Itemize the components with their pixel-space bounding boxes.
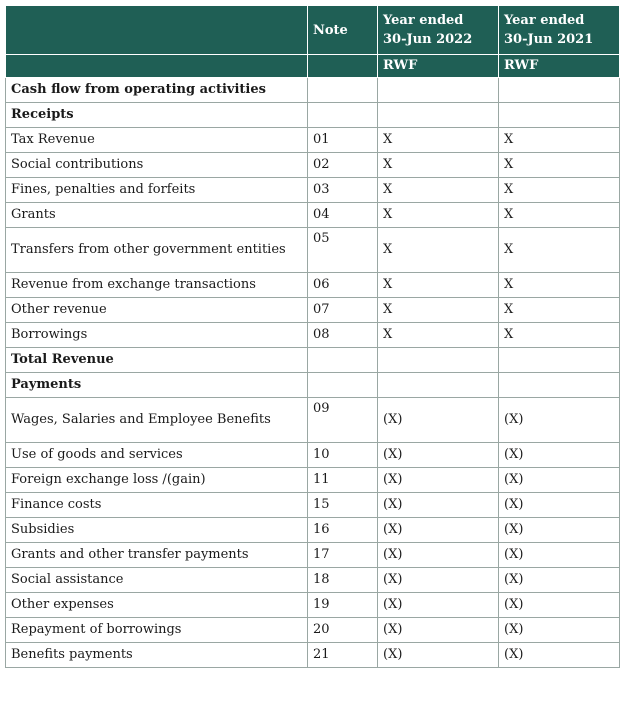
- row-value-2022: X: [378, 323, 499, 348]
- table-row: [6, 153, 620, 178]
- row-value-2022: X: [378, 273, 499, 298]
- row-value-2021: X: [499, 273, 620, 298]
- row-value-2022: (X): [378, 543, 499, 568]
- row-note: 04: [308, 203, 378, 228]
- row-note: 21: [308, 643, 378, 668]
- row-label: Other revenue: [6, 298, 308, 323]
- row-label: Borrowings: [6, 323, 308, 348]
- row-value-2021: (X): [499, 468, 620, 493]
- table-row: [6, 128, 620, 153]
- row-value-2022: (X): [378, 468, 499, 493]
- row-label: Subsidies: [6, 518, 308, 543]
- row-label: Revenue from exchange transactions: [6, 273, 308, 298]
- row-label: Total Revenue: [6, 348, 308, 373]
- table-row: [6, 618, 620, 643]
- row-value-2022: (X): [378, 398, 499, 443]
- row-note: 10: [308, 443, 378, 468]
- row-note: [308, 103, 378, 128]
- row-label: Benefits payments: [6, 643, 308, 668]
- row-label: Social contributions: [6, 153, 308, 178]
- table-row: [6, 203, 620, 228]
- row-value-2021: (X): [499, 493, 620, 518]
- row-value-2022: X: [378, 153, 499, 178]
- row-value-2022: (X): [378, 443, 499, 468]
- header-note: Note: [308, 6, 378, 55]
- row-note: 08: [308, 323, 378, 348]
- row-value-2022: [378, 348, 499, 373]
- currency-note-blank: [308, 55, 378, 78]
- row-label: Use of goods and services: [6, 443, 308, 468]
- header-2022: [378, 6, 499, 55]
- table-row: [6, 228, 620, 273]
- row-label: Grants and other transfer payments: [6, 543, 308, 568]
- row-note: 17: [308, 543, 378, 568]
- row-label: Payments: [6, 373, 308, 398]
- table-row: [6, 103, 620, 128]
- table-row: [6, 568, 620, 593]
- row-value-2021: (X): [499, 568, 620, 593]
- table-header: [6, 6, 620, 78]
- row-label: Cash flow from operating activities: [6, 78, 308, 103]
- row-note: 16: [308, 518, 378, 543]
- row-note: 01: [308, 128, 378, 153]
- header-row-main: [6, 6, 620, 55]
- row-note: 18: [308, 568, 378, 593]
- row-value-2022: (X): [378, 493, 499, 518]
- cash-flow-table-wrapper: [5, 5, 620, 668]
- row-value-2022: (X): [378, 568, 499, 593]
- row-label: Transfers from other government entities: [6, 228, 308, 273]
- row-value-2021: X: [499, 178, 620, 203]
- row-note: 06: [308, 273, 378, 298]
- currency-label-blank: [6, 55, 308, 78]
- row-value-2021: (X): [499, 593, 620, 618]
- row-value-2022: X: [378, 178, 499, 203]
- table-row: [6, 518, 620, 543]
- header-2021-line2: 30-Jun 2021: [504, 32, 594, 47]
- row-value-2021: (X): [499, 398, 620, 443]
- row-note: 05: [308, 228, 378, 273]
- header-2021: [499, 6, 620, 55]
- table-row: [6, 298, 620, 323]
- row-note: 03: [308, 178, 378, 203]
- currency-2022: RWF: [378, 55, 499, 78]
- header-2021-line1: Year ended: [504, 13, 585, 28]
- row-value-2022: (X): [378, 518, 499, 543]
- currency-2021: RWF: [499, 55, 620, 78]
- row-value-2022: X: [378, 203, 499, 228]
- row-note: 20: [308, 618, 378, 643]
- row-note: 07: [308, 298, 378, 323]
- row-note: [308, 348, 378, 373]
- header-2022-line1: Year ended: [383, 13, 464, 28]
- row-value-2022: (X): [378, 593, 499, 618]
- row-value-2021: (X): [499, 618, 620, 643]
- row-value-2021: [499, 103, 620, 128]
- row-label: Grants: [6, 203, 308, 228]
- row-value-2022: X: [378, 128, 499, 153]
- row-label: Wages, Salaries and Employee Benefits: [6, 398, 308, 443]
- row-label: Foreign exchange loss /(gain): [6, 468, 308, 493]
- row-value-2021: (X): [499, 643, 620, 668]
- row-value-2021: (X): [499, 518, 620, 543]
- row-label: Receipts: [6, 103, 308, 128]
- row-value-2021: X: [499, 228, 620, 273]
- table-row: [6, 373, 620, 398]
- row-value-2021: X: [499, 298, 620, 323]
- row-value-2021: [499, 373, 620, 398]
- table-row: [6, 643, 620, 668]
- row-label: Other expenses: [6, 593, 308, 618]
- table-row: [6, 468, 620, 493]
- cash-flow-table: [5, 5, 620, 668]
- row-value-2022: X: [378, 228, 499, 273]
- table-row: [6, 593, 620, 618]
- table-row: [6, 323, 620, 348]
- row-note: 02: [308, 153, 378, 178]
- row-label: Tax Revenue: [6, 128, 308, 153]
- row-value-2021: (X): [499, 443, 620, 468]
- row-note: 09: [308, 398, 378, 443]
- table-body: [6, 78, 620, 668]
- table-row: [6, 78, 620, 103]
- row-note: [308, 78, 378, 103]
- header-2022-line2: 30-Jun 2022: [383, 32, 473, 47]
- row-value-2021: [499, 78, 620, 103]
- row-value-2021: (X): [499, 543, 620, 568]
- row-note: [308, 373, 378, 398]
- row-note: 11: [308, 468, 378, 493]
- row-label: Repayment of borrowings: [6, 618, 308, 643]
- table-row: [6, 443, 620, 468]
- table-row: [6, 543, 620, 568]
- table-row: [6, 493, 620, 518]
- row-note: 19: [308, 593, 378, 618]
- row-value-2021: X: [499, 128, 620, 153]
- row-value-2021: X: [499, 153, 620, 178]
- row-value-2021: X: [499, 323, 620, 348]
- row-label: Fines, penalties and forfeits: [6, 178, 308, 203]
- table-row: [6, 273, 620, 298]
- row-value-2022: (X): [378, 643, 499, 668]
- row-value-2021: [499, 348, 620, 373]
- row-value-2022: [378, 78, 499, 103]
- row-value-2022: X: [378, 298, 499, 323]
- row-label: Social assistance: [6, 568, 308, 593]
- row-label: Finance costs: [6, 493, 308, 518]
- table-row: [6, 398, 620, 443]
- row-note: 15: [308, 493, 378, 518]
- table-row: [6, 348, 620, 373]
- table-row: [6, 178, 620, 203]
- header-label-blank: [6, 6, 308, 55]
- row-value-2022: [378, 103, 499, 128]
- header-row-currency: [6, 55, 620, 78]
- row-value-2022: (X): [378, 618, 499, 643]
- row-value-2021: X: [499, 203, 620, 228]
- row-value-2022: [378, 373, 499, 398]
